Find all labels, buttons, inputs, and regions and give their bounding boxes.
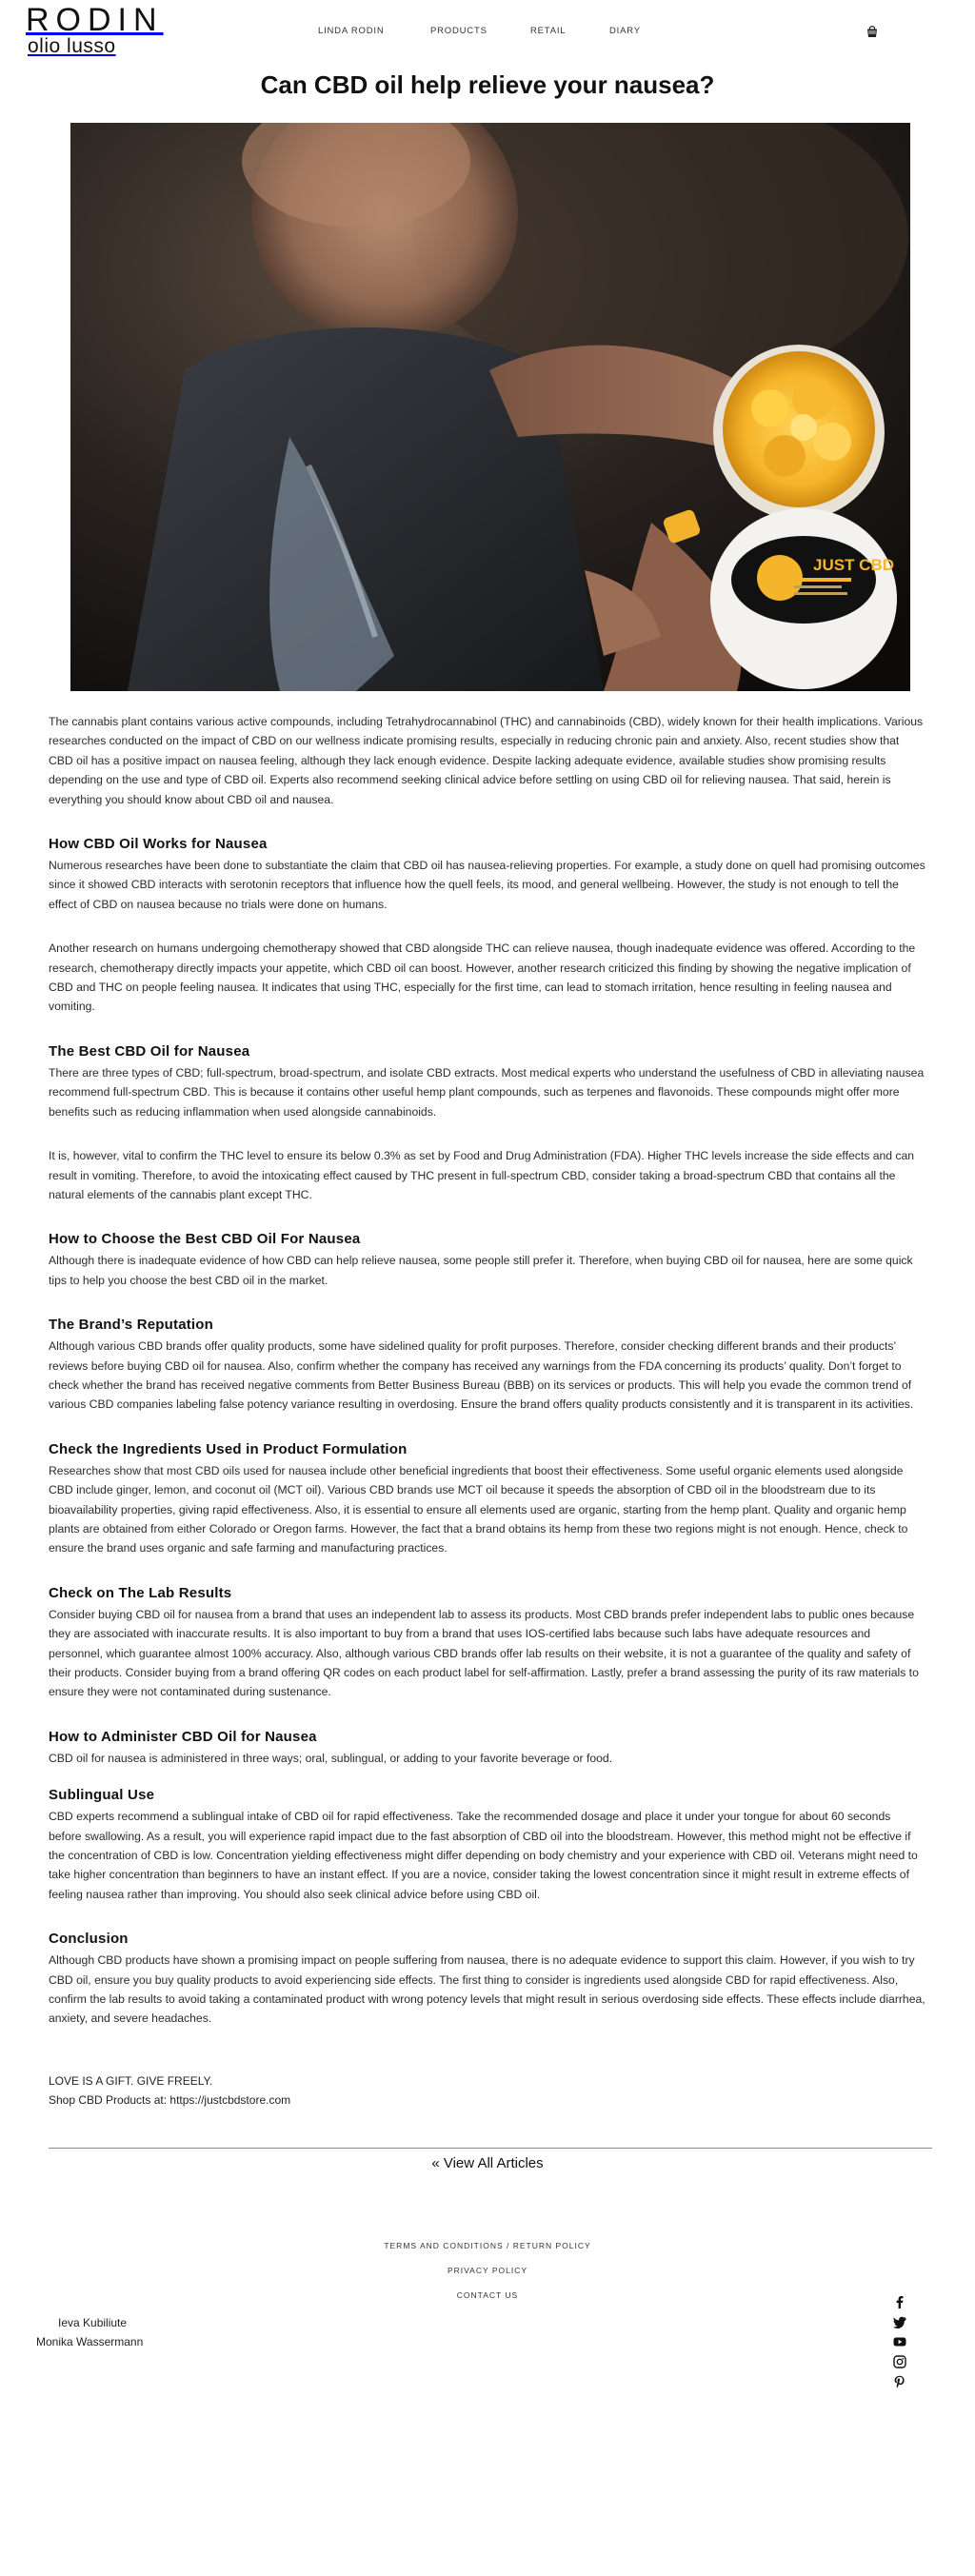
footer-divider xyxy=(49,2148,932,2149)
section-heading: How CBD Oil Works for Nausea xyxy=(49,836,268,853)
signoff-tagline: LOVE IS A GIFT. GIVE FREELY. xyxy=(49,2074,213,2088)
social-links xyxy=(889,2295,910,2395)
footer-authors xyxy=(36,2313,143,2351)
section-paragraph: It is, however, vital to confirm the THC level to ensure its below 0.3% as set by Food and Drug Administration (FDA). Higher THC levels increase the side effects and can result in vomiting. Therefore, to avoid the intoxicating effect caused by THC present in full-spectrum CBD, consider taking a broad-spectrum CBD that contains all the natural elements of the cannabis plant except THC. xyxy=(49,1149,915,1201)
twitter-icon[interactable] xyxy=(893,2315,906,2328)
section-heading: The Best CBD Oil for Nausea xyxy=(49,1042,250,1060)
logo-subtitle: olio lusso xyxy=(28,35,116,57)
section-paragraph: Although various CBD brands offer quality products, some have sidelined quality for profit purposes. Therefore, consider checking different brands and their products’ reviews before buying CBD oil for nausea. Also, confirm whether the company has received any warnings from the FDA concerning its products’ quality. Don’t forget to check whether the brand has received negative comments from Better Business Bureau (BBB) on its services or products. This will help you evade the common trend of various CBD companies labeling false potency variance resulting in overdosing. Ensure the brand offers quality products consistently and it is transparent in its activities. xyxy=(49,1339,914,1412)
section-paragraph: CBD experts recommend a sublingual intake of CBD oil for rapid effectiveness. Take the recommended dosage and place it under your tongue for about 60 seconds before swallowing. As a result, you will experience rapid impact due to the fast absorption of CBD oil into the bloodstream. However, this method might not be effective if the concentration of CBD is low. Concentration yielding effectiveness might differ depending on body chemistry and your experience with CBD oil. Veterans might need to take higher concentration than beginners to have an instant effect. If you are a novice, consider taking the lowest concentration since it might result in extreme effects of feeling nausea rather than improving. You should also seek clinical advice before using CBD oil. xyxy=(49,1810,918,1901)
footer-link-terms[interactable]: TERMS AND CONDITIONS / RETURN POLICY xyxy=(384,2241,591,2250)
section-heading: Sublingual Use xyxy=(49,1787,155,1804)
section-paragraph: There are three types of CBD; full-spectrum, broad-spectrum, and isolate CBD extracts. Most medical experts who understand the usefulness of CBD in alleviating nausea recommend full-spectrum CBD. This is because it contains other useful hemp plant compounds, such as terpenes and flavonoids. These compounds might offer more benefits such as reducing inflammation when used alongside cannabinoids. xyxy=(49,1065,925,1119)
article-body xyxy=(49,712,926,2053)
section-paragraph: Researches show that most CBD oils used for nausea include other beneficial ingredients that boost their effectiveness. Some useful organic elements used alongside CBD include ginger, lemon, and coconut oil (MCT oil). Various CBD brands use MCT oil because it speeds the absorption of CBD oil in the bloodstream due to its bioavailability properties, giving rapid effectiveness. Also, it is essential to ensure all elements used are organic, starting from the hemp plant. Quality and organic hemp plants are obtained from either Colorado or Oregon farms. However, the fact that a brand obtains its hemp from these two regions might is not enough. Hence, check to ensure the brand uses organic and safe farming and manufacturing practices. xyxy=(49,1463,908,1556)
nav-item-retail[interactable]: RETAIL xyxy=(530,26,567,36)
youtube-icon[interactable] xyxy=(893,2335,906,2348)
section-heading: Check the Ingredients Used in Product Formulation xyxy=(49,1440,408,1457)
section-heading: Conclusion xyxy=(49,1931,129,1948)
section-paragraph: Although CBD products have shown a promising impact on people suffering from nausea, there is no adequate evidence to support this claim. However, if you wish to try CBD oil, ensure you buy quality products to avoid experiencing side effects. The first thing to consider is ingredients used alongside CBD for rapid effectiveness. Also, confirm the lab results to avoid taking a contaminated product with wrong potency levels that might result in serious overdosing side effects. These effects include diarrhea, anxiety, and severe headaches. xyxy=(49,1953,925,2026)
section-heading: Check on The Lab Results xyxy=(49,1584,232,1601)
author-name: Ieva Kubiliute xyxy=(58,2316,128,2329)
page-title: Can CBD oil help relieve your nausea? xyxy=(260,70,715,99)
logo-wordmark: RODIN xyxy=(26,2,164,38)
site-header xyxy=(0,0,975,59)
author-name: Monika Wassermann xyxy=(36,2335,144,2348)
section-paragraph: Although there is inadequate evidence of how CBD can help relieve nausea, some people still prefer it. Therefore, when buying CBD oil for nausea, here are some quick tips to help you choose the best CBD oil in the market. xyxy=(49,1254,913,1287)
section-paragraph: Consider buying CBD oil for nausea from a brand that uses an independent lab to assess its products. Most CBD brands prefer independent labs to public ones because they are associated with inaccurate results. It is also important to buy from a brand that uses IOS-certified labs because such labs have adequate resources and personnel, which guarantee almost 100% accuracy. Also, although various CBD brands offer lab results on their website, it is not a guarantee of the quality and safety of their products. Consider buying from a brand offering QR codes on each product label for self-affirmation. Lastly, prefer a brand assessing the purity of its raw materials to ensure they were not contaminated during sustenance. xyxy=(49,1607,919,1699)
footer-link-privacy[interactable]: PRIVACY POLICY xyxy=(447,2266,528,2275)
main-nav xyxy=(0,26,975,39)
section-heading: The Brand’s Reputation xyxy=(49,1317,214,1334)
footer-links xyxy=(0,2233,975,2308)
shopping-bag-icon[interactable] xyxy=(866,25,879,38)
view-all-articles-link[interactable]: « View All Articles xyxy=(431,2155,544,2171)
article-signoff xyxy=(49,2071,290,2110)
facebook-icon[interactable] xyxy=(893,2295,906,2308)
nav-item-diary[interactable]: DIARY xyxy=(609,26,641,36)
pinterest-icon[interactable] xyxy=(893,2375,906,2388)
section-paragraph: Another research on humans undergoing chemotherapy showed that CBD alongside THC can relieve nausea, though inadequate evidence was offered. According to the research, chemotherapy directly impacts your appetite, which CBD oil can boost. However, another research criticized this finding by showing the negative implication of CBD and THC on people feeling nausea. It indicates that using THC, especially for the first time, can lead to stomach irritation, hence resulting in feeling nausea and vomiting. xyxy=(49,941,916,1014)
nav-item-linda-rodin[interactable]: LINDA RODIN xyxy=(318,26,385,36)
section-heading: How to Administer CBD Oil for Nausea xyxy=(49,1728,317,1745)
footer-link-contact[interactable]: CONTACT US xyxy=(456,2290,519,2300)
hero-image xyxy=(70,123,910,691)
signoff-shop-link[interactable]: Shop CBD Products at: https://justcbdstore.com xyxy=(49,2093,291,2107)
article-intro: The cannabis plant contains various active compounds, including Tetrahydrocannabinol (THC) and cannabinoids (CBD), widely known for their health implications. Various researches conducted on the impact of CBD on our wellness indicate promising results, especially in reducing chronic pain and anxiety. Also, recent studies show that CBD oil has a positive impact on nausea feeling, although they lack enough evidence. Despite lacking adequate evidence, available studies show promising results depending on the use and type of CBD oil. Experts also recommend seeking clinical advice before settling on using CBD oil for relieving nausea. That said, herein is everything you should know about CBD oil and nausea. xyxy=(49,715,924,806)
instagram-icon[interactable] xyxy=(893,2355,906,2368)
nav-item-products[interactable]: PRODUCTS xyxy=(430,26,488,36)
section-heading: How to Choose the Best CBD Oil For Nausea xyxy=(49,1231,361,1248)
product-brand-label: JUST CBD xyxy=(813,556,895,574)
section-paragraph: Numerous researches have been done to substantiate the claim that CBD oil has nausea-relieving properties. For example, a study done on quell had promising outcomes since it showed CBD interacts with serotonin receptors that influence how the quell feels, its mood, and general wellbeing. However, the study is not enough to tell the effect of CBD on nausea because no trials were done on humans. xyxy=(49,859,925,911)
section-paragraph: CBD oil for nausea is administered in three ways; oral, sublingual, or adding to your favorite beverage or food. xyxy=(49,1751,613,1765)
